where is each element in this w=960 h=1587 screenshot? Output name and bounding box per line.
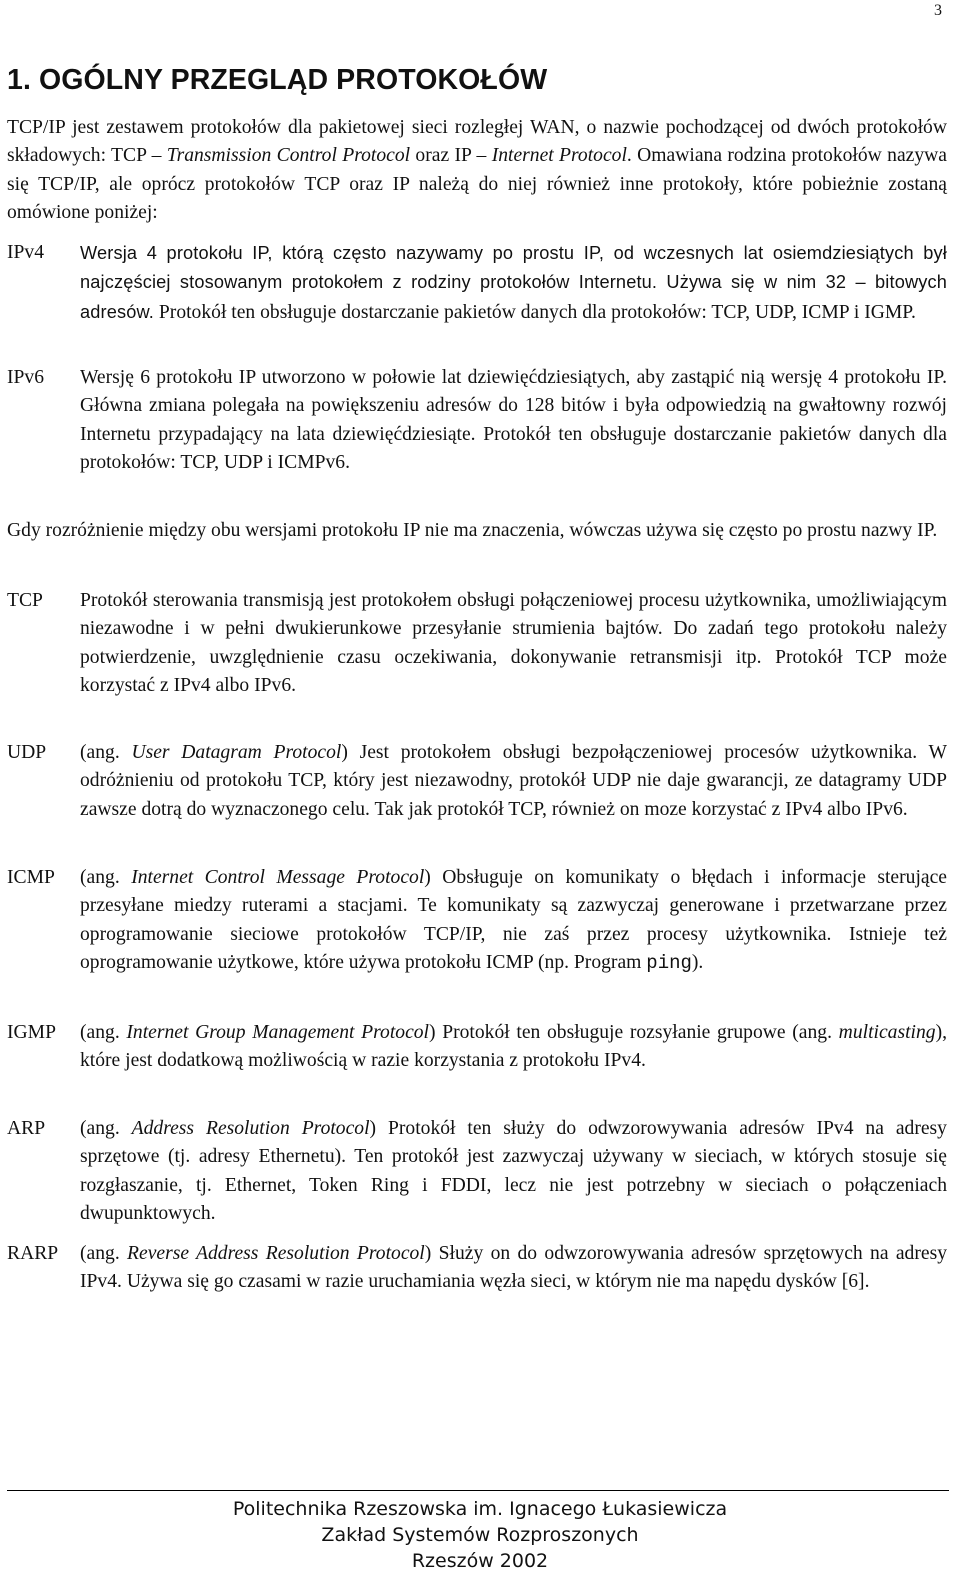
- term-ipv6: IPv6: [7, 367, 45, 388]
- footer-department: Zakład Systemów Rozproszonych: [321, 1524, 639, 1546]
- desc-igmp-italic-2: multicasting: [838, 1022, 936, 1043]
- term-tcp: TCP: [7, 590, 43, 611]
- desc-arp-post: ) Protokół ten służy do odwzorowywania adresów IPv4 na adresy sprzętowe (tj. adresy Ethernetu). Ten protokół jest zazwyczaj używany w sieciach, w których stosuje się rozgłaszanie, tj. Ethernet, Token Ring i FDDI, lecz nie jest potrzebny w sieciach o połączeniach dwupunktowych.: [80, 1118, 947, 1224]
- desc-udp-post: ) Jest protokołem obsługi bezpołączeniowej procesów użytkownika. W odróżnieniu od protokołu TCP, który jest niezawodny, protokół UDP nie daje gwarancji, ze datagramy UDP zawsze dotrą do wyznaczonego celu. Tak jak protokół TCP, również on moze korzystać z IPv4 albo IPv6.: [80, 742, 947, 820]
- desc-icmp-end: ).: [691, 951, 704, 973]
- term-arp: ARP: [7, 1118, 46, 1139]
- desc-rarp-italic: Reverse Address Resolution Protocol: [127, 1243, 425, 1264]
- desc-icmp-italic: Internet Control Message Protocol: [131, 867, 425, 888]
- desc-icmp: [80, 864, 947, 977]
- term-igmp: IGMP: [7, 1022, 56, 1043]
- desc-rarp-post: ) Służy on do odwzorowywania adresów sprzętowych na adresy IPv4. Używa się go czasami w razie uruchamiania węzła sieci, w którym nie ma napędu dysków [6].: [80, 1243, 947, 1293]
- ip-note-paragraph: Gdy rozróżnienie między obu wersjami protokołu IP nie ma znaczenia, wówczas używa się często po prostu nazwy IP.: [7, 520, 938, 541]
- desc-rarp: [80, 1240, 947, 1297]
- page-title: 1. OGÓLNY PRZEGLĄD PROTOKOŁÓW: [7, 64, 548, 96]
- desc-arp: [80, 1115, 947, 1228]
- definition-arp: [7, 1115, 947, 1228]
- desc-icmp-pre: (ang.: [80, 867, 132, 888]
- term-udp: UDP: [7, 742, 47, 763]
- desc-igmp-pre: (ang.: [80, 1022, 127, 1043]
- intro-text-3: . Omawiana rodzina protokołów nazywa się TCP/IP, ale oprócz protokołów TCP oraz IP należą do niej również inne protokoły, które pobieżnie zostaną omówione poniżej:: [7, 145, 947, 223]
- footer-university: Politechnika Rzeszowska im. Ignacego Łukasiewicza: [232, 1498, 728, 1520]
- intro-paragraph: [7, 114, 947, 227]
- definition-igmp: [7, 1019, 947, 1076]
- page-number: 3: [934, 2, 942, 19]
- desc-udp-pre: (ang.: [80, 742, 132, 763]
- definition-udp: [7, 739, 947, 824]
- desc-arp-pre: (ang.: [80, 1118, 132, 1139]
- desc-igmp-mid: ) Protokół ten obsługuje rozsyłanie grupowe (ang.: [429, 1022, 839, 1043]
- term-ipv4: IPv4: [7, 242, 45, 263]
- definition-ipv6: [7, 364, 947, 477]
- desc-rarp-pre: (ang.: [80, 1243, 128, 1264]
- desc-udp: [80, 739, 947, 824]
- desc-tcp: Protokół sterowania transmisją jest protokołem obsługi połączeniowej procesu użytkownika, umożliwiającym niezawodne i w pełni dwukierunkowe przesyłanie strumienia bajtów. Do zadań tego protokołu należy potwierdzenie, uwzględnienie czasu oczekiwania, dokonywanie retransmisji itp. Protokół TCP może korzystać z IPv4 albo IPv6.: [80, 590, 947, 696]
- definition-ipv4: [7, 239, 947, 327]
- desc-igmp: [80, 1019, 947, 1076]
- desc-igmp-post: ), które jest dodatkową możliwością w razie korzystania z protokołu IPv4.: [80, 1022, 947, 1072]
- intro-text-2: oraz IP –: [410, 145, 492, 167]
- footer-place-year: Rzeszów 2002: [411, 1550, 549, 1572]
- term-rarp: RARP: [7, 1243, 59, 1264]
- intro-tcp-name: Transmission Control Protocol: [166, 145, 411, 167]
- desc-udp-italic: User Datagram Protocol: [131, 742, 342, 763]
- desc-icmp-code: ping: [646, 951, 692, 974]
- page-footer: [0, 1496, 960, 1574]
- intro-text-1: TCP/IP jest zestawem protokołów dla pakietowej sieci rozległej WAN, o nazwie pochodzącej od dwóch protokołów składowych: TCP –: [7, 117, 947, 167]
- definition-icmp: [7, 864, 947, 977]
- intro-ip-name: Internet Protocol: [491, 145, 627, 167]
- desc-ipv4-text-2: Protokół ten obsługuje dostarczanie pakietów danych dla protokołów: TCP, UDP, ICMP i IGMP.: [154, 301, 916, 323]
- desc-arp-italic: Address Resolution Protocol: [131, 1118, 370, 1139]
- desc-ipv4: [80, 239, 947, 327]
- term-icmp: ICMP: [7, 867, 55, 888]
- desc-icmp-post: ) Obsługuje on komunikaty o błędach i informacje sterujące przesyłane miedzy ruterami a stacjami. Te komunikaty są zazwyczaj generowane i przetwarzane przez oprogramowanie sieciowe protokołów TCP/IP, nie zaś przez procesy użytkownika. Istnieje też oprogramowanie użytkowe, które używa protokołu ICMP (np. Program: [80, 867, 947, 973]
- definition-tcp: [7, 587, 947, 700]
- desc-ipv4-text: Wersja 4 protokołu IP, którą często nazywamy po prostu IP, od wczesnych lat osiemdziesiątych był najczęściej stosowanym protokołem z rodziny protokołów Internetu. Używa się w nim 32 – bitowych adresów.: [80, 243, 947, 322]
- desc-igmp-italic: Internet Group Management Protocol: [126, 1022, 430, 1043]
- definition-rarp: [7, 1240, 947, 1297]
- desc-ipv6: Wersję 6 protokołu IP utworzono w połowie lat dziewięćdziesiątych, aby zastąpić nią wersję 4 protokołu IP. Główna zmiana polegała na powiększeniu adresów do 128 bitów i była odpowiedzią na gwałtowny rozwój Internetu przypadający na lata dziewięćdziesiąte. Protokół ten obsługuje dostarczanie pakietów danych dla protokołów: TCP, UDP i ICMPv6.: [80, 367, 947, 473]
- footer-divider: [7, 1490, 949, 1491]
